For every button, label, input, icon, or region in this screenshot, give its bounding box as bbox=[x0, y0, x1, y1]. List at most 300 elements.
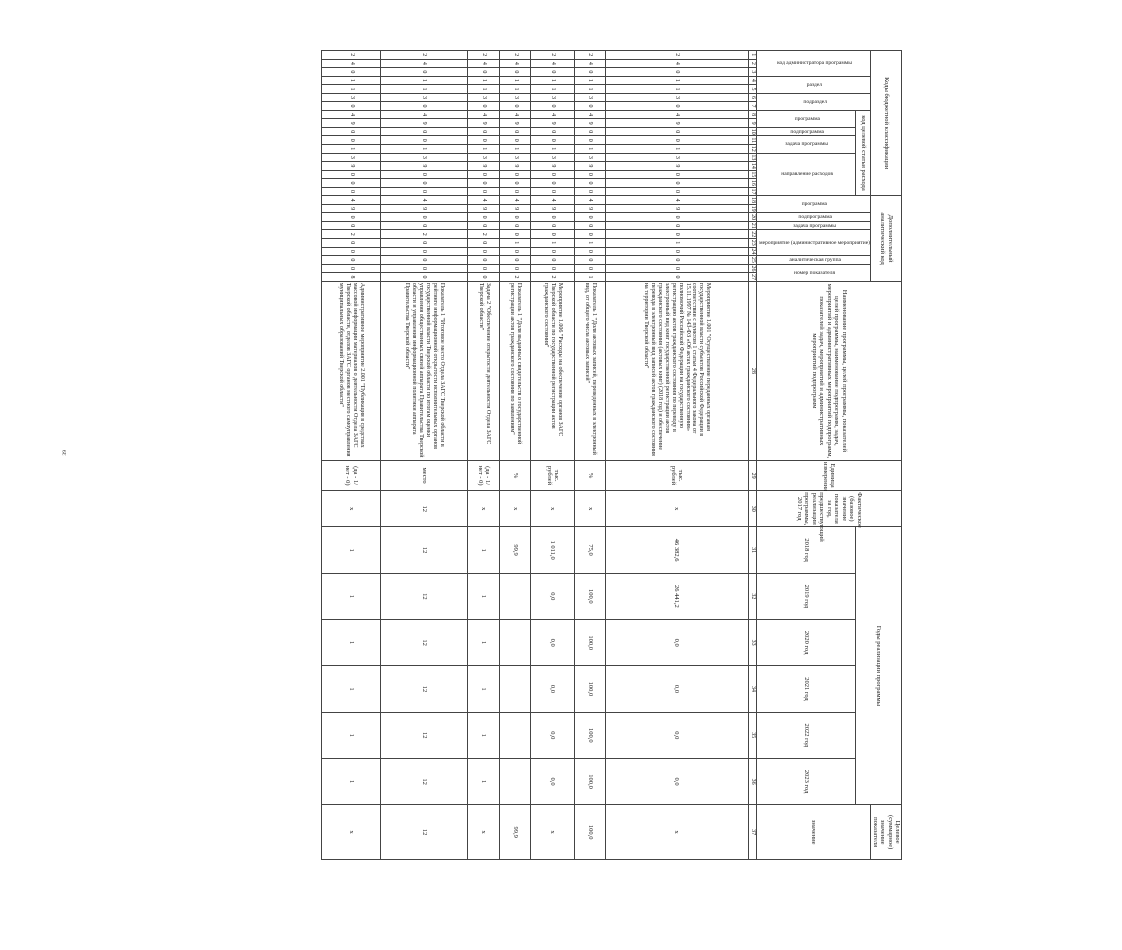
row-fact: 12 bbox=[380, 491, 467, 527]
code-cell: 3 bbox=[322, 93, 381, 102]
code-cell: 0 bbox=[322, 102, 381, 111]
code-cell: 0 bbox=[322, 136, 381, 145]
code-cell: 0 bbox=[380, 247, 467, 256]
code-cell: 3 bbox=[467, 153, 500, 162]
code-cell: 3 bbox=[530, 93, 574, 102]
code-cell: 0 bbox=[605, 213, 748, 222]
code-cell: 9 bbox=[467, 119, 500, 128]
code-cell: 0 bbox=[380, 102, 467, 111]
section-header: раздел bbox=[756, 76, 870, 93]
code-cell: 0 bbox=[530, 170, 574, 179]
code-cell: 4 bbox=[575, 59, 605, 68]
code-cell: 4 bbox=[467, 196, 500, 205]
code-cell: 9 bbox=[605, 162, 748, 171]
program-table-wrapper bbox=[338, 50, 902, 860]
program-sub-header: программа bbox=[756, 110, 855, 127]
code-cell: 0 bbox=[500, 213, 530, 222]
code-cell: 0 bbox=[467, 213, 500, 222]
row-year-value: 100,0 bbox=[575, 573, 605, 619]
code-cell: 0 bbox=[467, 247, 500, 256]
row-year-value: 12 bbox=[380, 758, 467, 804]
row-year-value: 100,0 bbox=[575, 620, 605, 666]
column-number: 4 bbox=[748, 76, 756, 85]
code-cell: 0 bbox=[605, 221, 748, 230]
code-cell: 4 bbox=[380, 59, 467, 68]
code-cell: 1 bbox=[530, 145, 574, 154]
subprogram-header: подпрограмма bbox=[756, 213, 870, 222]
row-year-value: 1 bbox=[467, 573, 500, 619]
code-cell: 0 bbox=[500, 102, 530, 111]
code-cell: 0 bbox=[380, 170, 467, 179]
code-cell: 1 bbox=[467, 76, 500, 85]
code-cell: 0 bbox=[380, 68, 467, 77]
code-cell: 1 bbox=[605, 239, 748, 248]
code-cell: 2 bbox=[500, 273, 530, 282]
row-year-value: 1 bbox=[467, 527, 500, 573]
row-year-value: 100,0 bbox=[575, 712, 605, 758]
code-cell: 1 bbox=[467, 145, 500, 154]
subsection-header: подраздел bbox=[756, 93, 870, 110]
code-cell: 0 bbox=[500, 179, 530, 188]
code-cell: 4 bbox=[500, 196, 530, 205]
code-cell: 4 bbox=[530, 196, 574, 205]
row-fact: x bbox=[575, 491, 605, 527]
code-cell: 9 bbox=[605, 119, 748, 128]
code-cell: 0 bbox=[530, 102, 574, 111]
admin-code-header: код администратора программы bbox=[756, 51, 870, 77]
code-cell: 9 bbox=[380, 204, 467, 213]
column-number: 37 bbox=[748, 805, 756, 860]
code-cell: 0 bbox=[322, 127, 381, 136]
code-cell: 0 bbox=[605, 68, 748, 77]
code-cell: 3 bbox=[530, 153, 574, 162]
column-number: 26 bbox=[749, 265, 756, 272]
row-year-value: 100,0 bbox=[575, 758, 605, 804]
column-number: 32 bbox=[748, 573, 756, 619]
table-row bbox=[575, 51, 605, 860]
code-cell: 0 bbox=[575, 247, 605, 256]
code-cell: 0 bbox=[575, 230, 605, 239]
code-cell: 0 bbox=[605, 136, 748, 145]
code-cell: 9 bbox=[530, 119, 574, 128]
code-cell: 4 bbox=[575, 196, 605, 205]
code-cell: 0 bbox=[530, 179, 574, 188]
column-number: 17 bbox=[749, 188, 756, 195]
row-year-value: 12 bbox=[380, 666, 467, 712]
code-cell: 3 bbox=[500, 153, 530, 162]
code-cell: 0 bbox=[322, 256, 381, 265]
row-name: Показатель 1 "Доля актовых записей, переведенных в электронный вид, от общего числа актовых записей" bbox=[575, 281, 605, 460]
code-cell: 0 bbox=[467, 170, 500, 179]
code-cell: 0 bbox=[605, 230, 748, 239]
row-year-value: 1 bbox=[322, 620, 381, 666]
code-cell: 0 bbox=[500, 68, 530, 77]
column-number: 22 bbox=[749, 231, 756, 238]
code-cell: 1 bbox=[530, 85, 574, 94]
row-name: Мероприятие 1.001 "Осуществление переданных органам государственной власти субъектов Российской Федерации в соответствии с пунктом 1 статьи 4 Федерального закона от 15.11.1997 № 143-ФЗ «Об актах гражданского состояния» полномочий Российской Федерации на государственную регистрацию актов гражданского состояния по переводу в электронный вид книг государственной регистрации актов гражданского состояния (актовых книг) (2018 год) и обеспечение перевода в электронный вид записей актов гражданского состояния на территории Тверской области" bbox=[605, 281, 748, 460]
indicator-number-header: номер показателя bbox=[756, 264, 870, 281]
row-final: 99,9 bbox=[500, 805, 530, 860]
table-row bbox=[500, 51, 530, 860]
row-year-value: 1 bbox=[322, 573, 381, 619]
event-header: мероприятие (административное мероприятие) bbox=[756, 230, 870, 256]
code-cell: 9 bbox=[575, 119, 605, 128]
budget-codes-header: Коды бюджетной классификации bbox=[871, 51, 902, 196]
code-cell: 9 bbox=[322, 119, 381, 128]
code-cell: 1 bbox=[380, 76, 467, 85]
code-cell: 4 bbox=[380, 110, 467, 119]
table-row bbox=[605, 51, 748, 860]
column-number: 2 bbox=[748, 59, 756, 68]
row-name: Мероприятие 1.006 "Расходы на обеспечение органов ЗАГС Тверской области по государственной регистрации актов гражданского состояния" bbox=[530, 281, 574, 460]
code-cell: 0 bbox=[322, 213, 381, 222]
code-cell: 2 bbox=[530, 273, 574, 282]
code-cell: 2 bbox=[380, 230, 467, 239]
row-year-value: 1 bbox=[322, 758, 381, 804]
code-cell: 4 bbox=[575, 110, 605, 119]
code-cell: 8 bbox=[322, 273, 381, 282]
code-cell: 0 bbox=[380, 187, 467, 196]
code-cell: 0 bbox=[322, 264, 381, 273]
code-cell: 4 bbox=[605, 196, 748, 205]
code-cell: 0 bbox=[322, 187, 381, 196]
row-year-value: 26 441,2 bbox=[605, 573, 748, 619]
code-cell: 0 bbox=[380, 127, 467, 136]
code-cell: 4 bbox=[322, 110, 381, 119]
code-cell: 1 bbox=[322, 76, 381, 85]
row-year-value: 12 bbox=[380, 527, 467, 573]
code-cell: 0 bbox=[530, 187, 574, 196]
code-cell: 1 bbox=[322, 85, 381, 94]
code-cell: 9 bbox=[380, 162, 467, 171]
name-header: Наименование программы, целей программы, показателей целей программы, наименование подпрограмм, задач, мероприятий и административных мероприятий подпрограмм, показателей задач, мероприятий и административных мероприятий подпрограмм bbox=[756, 281, 901, 460]
code-cell: 0 bbox=[575, 187, 605, 196]
code-cell: 0 bbox=[467, 187, 500, 196]
row-year-value bbox=[500, 758, 530, 804]
row-year-value: 12 bbox=[380, 573, 467, 619]
row-unit: (да - 1/ нет - 0) bbox=[467, 461, 500, 491]
column-number: 13 bbox=[749, 154, 756, 161]
code-cell: 2 bbox=[322, 51, 381, 60]
code-cell: 0 bbox=[467, 68, 500, 77]
code-cell: 0 bbox=[467, 102, 500, 111]
code-cell: 3 bbox=[575, 93, 605, 102]
code-cell: 0 bbox=[500, 221, 530, 230]
code-cell: 0 bbox=[380, 273, 467, 282]
column-number: 25 bbox=[749, 256, 756, 263]
row-year-value bbox=[500, 712, 530, 758]
row-unit: тыс. рублей bbox=[605, 461, 748, 491]
code-cell: 3 bbox=[605, 93, 748, 102]
column-number: 33 bbox=[748, 620, 756, 666]
table-row bbox=[380, 51, 467, 860]
code-cell: 9 bbox=[500, 204, 530, 213]
code-cell: 9 bbox=[322, 162, 381, 171]
code-cell: 9 bbox=[575, 162, 605, 171]
code-cell: 2 bbox=[605, 51, 748, 60]
column-number: 15 bbox=[749, 171, 756, 178]
code-cell: 0 bbox=[500, 187, 530, 196]
year-header-2022: 2022 год bbox=[756, 712, 855, 758]
code-cell: 2 bbox=[467, 230, 500, 239]
code-cell: 9 bbox=[500, 162, 530, 171]
code-cell: 0 bbox=[605, 187, 748, 196]
column-number: 10 bbox=[749, 128, 756, 135]
column-number: 31 bbox=[748, 527, 756, 573]
code-cell: 1 bbox=[467, 85, 500, 94]
code-cell: 0 bbox=[467, 221, 500, 230]
row-year-value: 0,0 bbox=[605, 712, 748, 758]
column-number: 24 bbox=[749, 248, 756, 255]
code-cell: 9 bbox=[467, 162, 500, 171]
code-cell: 1 bbox=[605, 85, 748, 94]
column-number: 11 bbox=[749, 137, 756, 144]
code-cell: 1 bbox=[500, 239, 530, 248]
code-cell: 1 bbox=[530, 239, 574, 248]
column-number: 35 bbox=[748, 712, 756, 758]
code-cell: 3 bbox=[605, 153, 748, 162]
code-cell: 1 bbox=[605, 145, 748, 154]
row-final: x bbox=[467, 805, 500, 860]
row-year-value: 1 bbox=[322, 666, 381, 712]
code-cell: 0 bbox=[500, 170, 530, 179]
column-number: 6 bbox=[748, 93, 756, 102]
code-cell: 1 bbox=[500, 85, 530, 94]
code-cell: 0 bbox=[380, 256, 467, 265]
row-year-value: 1 bbox=[467, 712, 500, 758]
row-name: Показатель 1 "Доля выданных свидетельств о государственной регистрации актов гражданского состояния по заявлениям" bbox=[500, 281, 530, 460]
column-number: 18 bbox=[749, 197, 756, 204]
code-cell: 0 bbox=[530, 221, 574, 230]
row-name: Задача 2 "Обеспечение открытости деятельности Отдела ЗАГС Тверской области" bbox=[467, 281, 500, 460]
code-cell: 1 bbox=[380, 85, 467, 94]
row-year-value: 0,0 bbox=[530, 666, 574, 712]
code-cell: 0 bbox=[575, 136, 605, 145]
code-cell: 0 bbox=[575, 170, 605, 179]
column-number: 21 bbox=[749, 222, 756, 229]
row-year-value: 0,0 bbox=[605, 758, 748, 804]
code-cell: 4 bbox=[467, 110, 500, 119]
column-number: 28 bbox=[748, 281, 756, 460]
code-cell: 0 bbox=[605, 264, 748, 273]
code-cell: 0 bbox=[530, 230, 574, 239]
code-cell: 0 bbox=[322, 170, 381, 179]
code-cell: 0 bbox=[322, 68, 381, 77]
column-number: 16 bbox=[749, 179, 756, 186]
code-cell: 3 bbox=[380, 93, 467, 102]
code-cell: 3 bbox=[500, 93, 530, 102]
column-number: 12 bbox=[749, 145, 756, 152]
code-cell: 0 bbox=[530, 256, 574, 265]
code-cell: 0 bbox=[575, 221, 605, 230]
expense-code-header: код целевой статьи расхода bbox=[855, 110, 870, 195]
code-cell: 4 bbox=[605, 110, 748, 119]
code-cell: 3 bbox=[575, 153, 605, 162]
additional-code-header: Дополнительный аналитический код bbox=[871, 196, 902, 282]
code-cell: 1 bbox=[575, 145, 605, 154]
row-year-value: 100,0 bbox=[575, 666, 605, 712]
row-year-value: 1 bbox=[467, 758, 500, 804]
column-number: 9 bbox=[748, 119, 756, 128]
code-cell: 2 bbox=[500, 51, 530, 60]
final-header: Целевое (суммарное) значение показателя bbox=[871, 805, 902, 860]
header-row-1 bbox=[871, 51, 902, 860]
code-cell: 4 bbox=[605, 59, 748, 68]
code-cell: 0 bbox=[380, 221, 467, 230]
code-cell: 1 bbox=[575, 85, 605, 94]
code-cell: 3 bbox=[467, 93, 500, 102]
row-year-value: 12 bbox=[380, 712, 467, 758]
code-cell: 0 bbox=[322, 179, 381, 188]
code-cell: 1 bbox=[500, 145, 530, 154]
row-year-value: 1 bbox=[467, 666, 500, 712]
column-number: 3 bbox=[748, 68, 756, 77]
row-year-value: 1 bbox=[467, 620, 500, 666]
code-cell: 4 bbox=[380, 196, 467, 205]
row-year-value: 0,0 bbox=[530, 712, 574, 758]
page-number bbox=[62, 447, 78, 458]
code-cell: 0 bbox=[380, 264, 467, 273]
code-cell: 2 bbox=[467, 51, 500, 60]
column-number: 7 bbox=[748, 102, 756, 111]
code-cell: 0 bbox=[500, 264, 530, 273]
page-number-text: 39 bbox=[62, 449, 68, 455]
code-cell: 3 bbox=[380, 153, 467, 162]
code-cell: 1 bbox=[322, 145, 381, 154]
code-cell: 4 bbox=[530, 110, 574, 119]
fact-header: Фактическое (базовое) значение показателя за год, предшествующий реализации программы, 2017 год bbox=[756, 491, 901, 527]
unit-header: Единица измерения bbox=[756, 461, 901, 491]
code-cell: 4 bbox=[322, 196, 381, 205]
code-cell: 0 bbox=[605, 273, 748, 282]
code-cell: 1 bbox=[575, 239, 605, 248]
code-cell: 2 bbox=[380, 51, 467, 60]
column-number: 5 bbox=[748, 85, 756, 94]
code-cell: 0 bbox=[530, 213, 574, 222]
code-cell: 0 bbox=[605, 256, 748, 265]
code-cell: 3 bbox=[322, 153, 381, 162]
code-cell: 9 bbox=[605, 204, 748, 213]
code-cell: 4 bbox=[500, 110, 530, 119]
code-cell: 0 bbox=[575, 179, 605, 188]
code-cell: 1 bbox=[605, 76, 748, 85]
row-year-value bbox=[500, 620, 530, 666]
code-cell: 0 bbox=[575, 264, 605, 273]
row-unit: место bbox=[380, 461, 467, 491]
program-table bbox=[321, 50, 902, 860]
code-cell: 0 bbox=[500, 127, 530, 136]
code-cell: 0 bbox=[500, 136, 530, 145]
column-number: 1 bbox=[748, 51, 756, 60]
column-number: 19 bbox=[749, 205, 756, 212]
code-cell: 0 bbox=[467, 136, 500, 145]
column-number-row bbox=[748, 51, 756, 860]
final-value-header: значение bbox=[756, 805, 870, 860]
code-cell: 0 bbox=[575, 256, 605, 265]
code-cell: 0 bbox=[500, 230, 530, 239]
year-header-2021: 2021 год bbox=[756, 666, 855, 712]
row-name: Административное мероприятие 2.001 "Публикация в средствах массовой информации материалов о деятельности Отдела ЗАГС Тверской области, отделов ЗАГС органов местного самоуправления муниципальных образований Тверской области" bbox=[322, 281, 381, 460]
code-cell: 0 bbox=[530, 136, 574, 145]
row-year-value: 0,0 bbox=[605, 666, 748, 712]
code-cell: 0 bbox=[467, 256, 500, 265]
code-cell: 0 bbox=[380, 179, 467, 188]
code-cell: 0 bbox=[530, 127, 574, 136]
task-sub-header: задача программы bbox=[756, 136, 855, 153]
code-cell: 0 bbox=[380, 239, 467, 248]
code-cell: 1 bbox=[575, 76, 605, 85]
rotated-page bbox=[92, 50, 1122, 950]
code-cell: 0 bbox=[530, 68, 574, 77]
code-cell: 0 bbox=[575, 102, 605, 111]
year-header-2020: 2020 год bbox=[756, 620, 855, 666]
code-cell: 9 bbox=[530, 204, 574, 213]
code-cell: 0 bbox=[322, 247, 381, 256]
program-header: программа bbox=[756, 196, 870, 213]
code-cell: 0 bbox=[605, 247, 748, 256]
row-unit: % bbox=[575, 461, 605, 491]
code-cell: 0 bbox=[500, 247, 530, 256]
column-number: 27 bbox=[749, 274, 756, 281]
row-year-value: 1 bbox=[322, 527, 381, 573]
row-year-value: 0,0 bbox=[530, 758, 574, 804]
code-cell: 0 bbox=[500, 256, 530, 265]
code-cell: 0 bbox=[575, 68, 605, 77]
column-number: 29 bbox=[748, 461, 756, 491]
code-cell: 0 bbox=[467, 127, 500, 136]
years-header: Годы реализации программы bbox=[855, 527, 901, 805]
column-number: 34 bbox=[748, 666, 756, 712]
code-cell: 4 bbox=[322, 59, 381, 68]
code-cell: 9 bbox=[530, 162, 574, 171]
subprogram-sub-header: подпрограмма bbox=[756, 127, 855, 136]
code-cell: 4 bbox=[467, 59, 500, 68]
row-final: 100,0 bbox=[575, 805, 605, 860]
code-cell: 9 bbox=[575, 204, 605, 213]
year-header-2019: 2019 год bbox=[756, 573, 855, 619]
row-unit: (да - 1/ нет - 0) bbox=[322, 461, 381, 491]
column-number: 8 bbox=[748, 110, 756, 119]
code-cell: 4 bbox=[500, 59, 530, 68]
code-cell: 9 bbox=[467, 204, 500, 213]
code-cell: 0 bbox=[322, 239, 381, 248]
table-row bbox=[530, 51, 574, 860]
column-number: 14 bbox=[749, 162, 756, 169]
code-cell: 2 bbox=[575, 51, 605, 60]
row-year-value: 0,0 bbox=[530, 620, 574, 666]
row-year-value: 75,0 bbox=[575, 527, 605, 573]
code-cell: 0 bbox=[530, 247, 574, 256]
row-year-value: 0,0 bbox=[530, 573, 574, 619]
column-number: 36 bbox=[748, 758, 756, 804]
row-fact: x bbox=[530, 491, 574, 527]
row-year-value: 99,9 bbox=[500, 527, 530, 573]
code-cell: 0 bbox=[575, 127, 605, 136]
row-unit: % bbox=[500, 461, 530, 491]
row-year-value bbox=[500, 573, 530, 619]
code-cell: 4 bbox=[530, 59, 574, 68]
column-number: 23 bbox=[749, 239, 756, 246]
code-cell: 9 bbox=[322, 204, 381, 213]
code-cell: 0 bbox=[380, 213, 467, 222]
row-year-value: 0,0 bbox=[605, 620, 748, 666]
row-final: 12 bbox=[380, 805, 467, 860]
code-cell: 9 bbox=[500, 119, 530, 128]
column-number: 30 bbox=[748, 491, 756, 527]
row-year-value: 1 bbox=[322, 712, 381, 758]
row-final: x bbox=[530, 805, 574, 860]
row-year-value: 1 011,0 bbox=[530, 527, 574, 573]
